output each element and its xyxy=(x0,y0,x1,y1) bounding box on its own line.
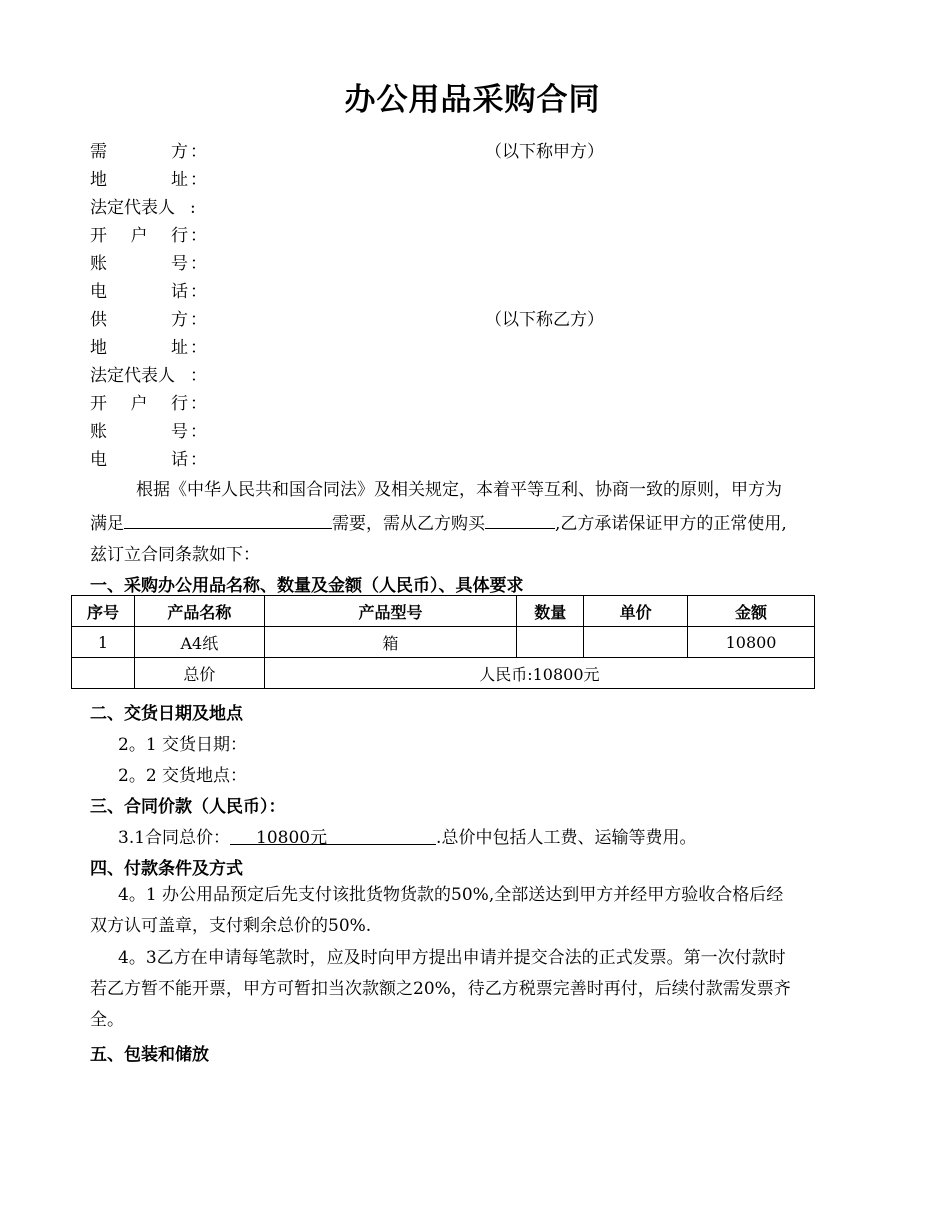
table-cell: 箱 xyxy=(264,627,517,658)
party-a-buyer-label: 需 方 xyxy=(90,142,188,162)
table-cell xyxy=(72,658,135,689)
party-b-seller-label: 供 方 xyxy=(90,310,188,330)
party-a-legal-rep-label: 法定代表人 xyxy=(90,198,175,218)
delivery-place-item: 2。2 交货地点： xyxy=(118,766,248,786)
col-header: 单价 xyxy=(584,596,688,627)
party-b-account-row: 账 号 ： xyxy=(90,422,207,442)
table-cell xyxy=(584,627,688,658)
preamble-line-1: 根据《中华人民共和国合同法》及相关规定，本着平等互利、协商一致的原则，甲方为 xyxy=(136,480,782,500)
party-a-account-row: 账 号 ： xyxy=(90,254,207,274)
party-a-legal-rep-row: 法定代表人 : xyxy=(90,198,196,218)
party-b-bank-row: 开 户 行 ： xyxy=(90,394,207,414)
party-a-phone-row: 电 话 ： xyxy=(90,282,207,302)
party-a-account-label: 账 号 xyxy=(90,254,188,274)
party-b-note: （以下称乙方） xyxy=(485,310,604,330)
party-b-address-label: 地 址 xyxy=(90,338,188,358)
party-info-block xyxy=(90,140,870,476)
delivery-date-item: 2。1 交货日期： xyxy=(118,735,248,755)
col-header: 金额 xyxy=(688,596,815,627)
party-a-address-row: 地 址 ： xyxy=(90,170,207,190)
purpose-blank xyxy=(124,506,332,529)
section-2-heading: 二、交货日期及地点 xyxy=(90,704,243,724)
preamble-line-3: 兹订立合同条款如下： xyxy=(90,545,260,565)
total-value: 人民币:10800元 xyxy=(264,658,814,689)
table-cell: A4纸 xyxy=(134,627,264,658)
party-b-legal-rep-label: 法定代表人 xyxy=(90,366,175,386)
party-a-address-label: 地 址 xyxy=(90,170,188,190)
payment-item-4-3: 4。3乙方在申请每笔款时，应及时向甲方提出申请并提交合法的正式发票。第一次付款时 若乙方暂不能开票，甲方可暂扣当次款额之20%，待乙方税票完善时再付，后续付款需发票齐 全。 xyxy=(90,948,791,1030)
table-header-row xyxy=(72,596,815,627)
col-header: 数量 xyxy=(517,596,584,627)
party-a-bank-label: 开 户 行 xyxy=(90,226,188,246)
party-b-phone-row: 电 话 ： xyxy=(90,450,207,470)
section-4-heading: 四、付款条件及方式 xyxy=(90,859,243,879)
party-b-legal-rep-row: 法定代表人 ： xyxy=(90,366,207,386)
preamble-line-2: 满足 需要，需从乙方购买 ,乙方承诺保证甲方的正常使用, xyxy=(90,506,860,540)
section-5-heading: 五、包装和储放 xyxy=(90,1045,209,1065)
total-label: 总价 xyxy=(134,658,264,689)
colon: ： xyxy=(190,142,207,162)
col-header: 序号 xyxy=(72,596,135,627)
party-a-buyer-row xyxy=(90,140,870,168)
table-cell: 10800 xyxy=(688,627,815,658)
payment-item-4-1: 4。1 办公用品预定后先支付该批货物货款的50%,全部送达到甲方并经甲方验收合格后经 双方认可盖章，支付剩余总价的50%. xyxy=(90,885,784,936)
table-cell: 1 xyxy=(72,627,135,658)
party-b-phone-label: 电 话 xyxy=(90,450,188,470)
table-cell xyxy=(517,627,584,658)
table-row xyxy=(72,627,815,658)
party-b-account-label: 账 号 xyxy=(90,422,188,442)
preamble-paragraph xyxy=(90,475,860,571)
items-table xyxy=(71,595,815,689)
document-title: 办公用品采购合同 xyxy=(344,82,601,118)
party-b-address-row: 地 址 ： xyxy=(90,338,207,358)
contract-price-item: 3.1合同总价： 10800元 .总价中包括人工费、运输等费用。 xyxy=(118,823,696,848)
party-b-seller-row: 供 方 ： （以下称乙方） xyxy=(90,310,604,330)
purchase-item-blank xyxy=(485,506,555,529)
table-total-row xyxy=(72,658,815,689)
party-a-bank-row: 开 户 行 ： xyxy=(90,226,207,246)
col-header: 产品名称 xyxy=(134,596,264,627)
section-3-heading: 三、合同价款（人民币）： xyxy=(90,797,286,817)
party-a-phone-label: 电 话 xyxy=(90,282,188,302)
col-header: 产品型号 xyxy=(264,596,517,627)
section-1-heading: 一、采购办公用品名称、数量及金额（人民币）、具体要求 xyxy=(90,576,524,596)
party-b-bank-label: 开 户 行 xyxy=(90,394,188,414)
contract-total-value: 10800元 xyxy=(230,823,436,845)
party-a-note: （以下称甲方） xyxy=(485,142,604,162)
